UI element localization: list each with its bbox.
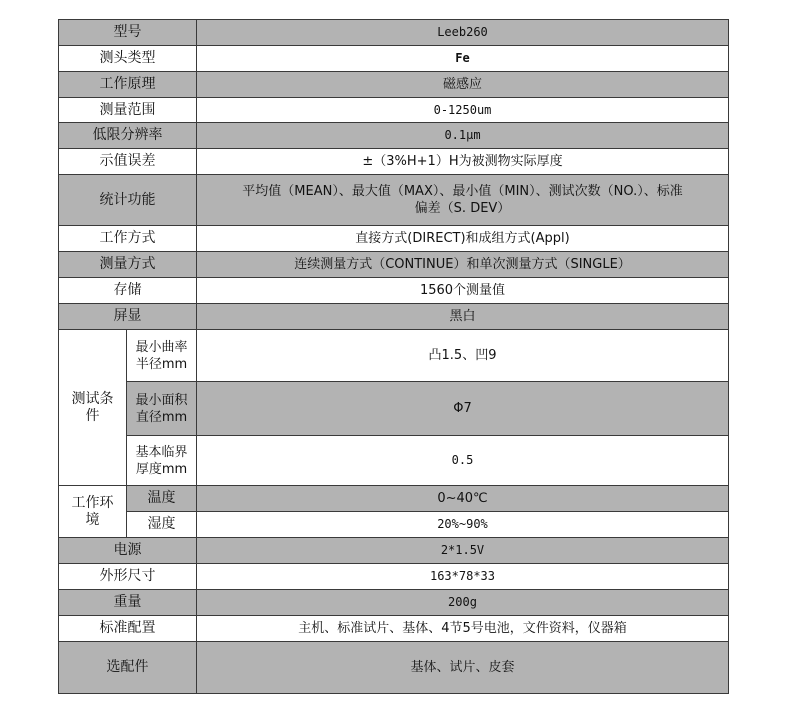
row-optional: [59, 642, 729, 694]
label-test-conditions: 测试条件: [59, 330, 127, 486]
label-work-mode: 工作方式: [59, 226, 197, 252]
value-model: Leeb260: [197, 20, 729, 46]
label-thickness: 基本临界厚度mm: [127, 436, 197, 486]
value-optional: 基体、试片、皮套: [197, 642, 729, 694]
spec-table: [58, 19, 729, 694]
value-stats: 平均值（MEAN）、最大值（MAX）、最小值（MIN）、测试次数（NO.）、标准偏差（S. DEV）: [197, 175, 729, 226]
label-humidity: 湿度: [127, 512, 197, 538]
row-humidity: [59, 512, 729, 538]
value-temperature: 0~40℃: [197, 486, 729, 512]
label-resolution: 低限分辨率: [59, 123, 197, 149]
row-measure-mode: [59, 252, 729, 278]
row-work-mode: [59, 226, 729, 252]
row-area: [59, 382, 729, 436]
label-range: 测量范围: [59, 98, 197, 123]
label-error: 示值误差: [59, 149, 197, 175]
value-dimensions: 163*78*33: [197, 564, 729, 590]
label-temperature: 温度: [127, 486, 197, 512]
label-optional: 选配件: [59, 642, 197, 694]
row-model: [59, 20, 729, 46]
value-weight: 200g: [197, 590, 729, 616]
row-weight: [59, 590, 729, 616]
row-dimensions: [59, 564, 729, 590]
value-standard: 主机、标准试片、基体、4节5号电池，文件资料，仪器箱: [197, 616, 729, 642]
label-dimensions: 外形尺寸: [59, 564, 197, 590]
label-environment: 工作环境: [59, 486, 127, 538]
label-measure-mode: 测量方式: [59, 252, 197, 278]
label-storage: 存储: [59, 278, 197, 304]
row-probe: [59, 46, 729, 72]
value-display: 黑白: [197, 304, 729, 330]
row-temperature: [59, 486, 729, 512]
row-storage: [59, 278, 729, 304]
row-principle: [59, 72, 729, 98]
label-weight: 重量: [59, 590, 197, 616]
label-principle: 工作原理: [59, 72, 197, 98]
row-power: [59, 538, 729, 564]
label-stats: 统计功能: [59, 175, 197, 226]
value-humidity: 20%~90%: [197, 512, 729, 538]
row-error: [59, 149, 729, 175]
row-stats: [59, 175, 729, 226]
label-display: 屏显: [59, 304, 197, 330]
row-standard: [59, 616, 729, 642]
label-curvature: 最小曲率半径mm: [127, 330, 197, 382]
label-power: 电源: [59, 538, 197, 564]
value-storage: 1560个测量值: [197, 278, 729, 304]
row-display: [59, 304, 729, 330]
row-resolution: [59, 123, 729, 149]
value-range: 0-1250um: [197, 98, 729, 123]
label-probe: 测头类型: [59, 46, 197, 72]
label-model: 型号: [59, 20, 197, 46]
row-curvature: [59, 330, 729, 382]
label-area: 最小面积直径mm: [127, 382, 197, 436]
value-work-mode: 直接方式(DIRECT)和成组方式(Appl): [197, 226, 729, 252]
value-measure-mode: 连续测量方式（CONTINUE）和单次测量方式（SINGLE）: [197, 252, 729, 278]
value-principle: 磁感应: [197, 72, 729, 98]
label-standard: 标准配置: [59, 616, 197, 642]
value-area: Φ7: [197, 382, 729, 436]
value-curvature: 凸1.5、凹9: [197, 330, 729, 382]
value-error: ±（3%H+1）H为被测物实际厚度: [197, 149, 729, 175]
value-resolution: 0.1μm: [197, 123, 729, 149]
value-thickness: 0.5: [197, 436, 729, 486]
value-probe: Fe: [197, 46, 729, 72]
value-power: 2*1.5V: [197, 538, 729, 564]
row-range: [59, 98, 729, 123]
row-thickness: [59, 436, 729, 486]
